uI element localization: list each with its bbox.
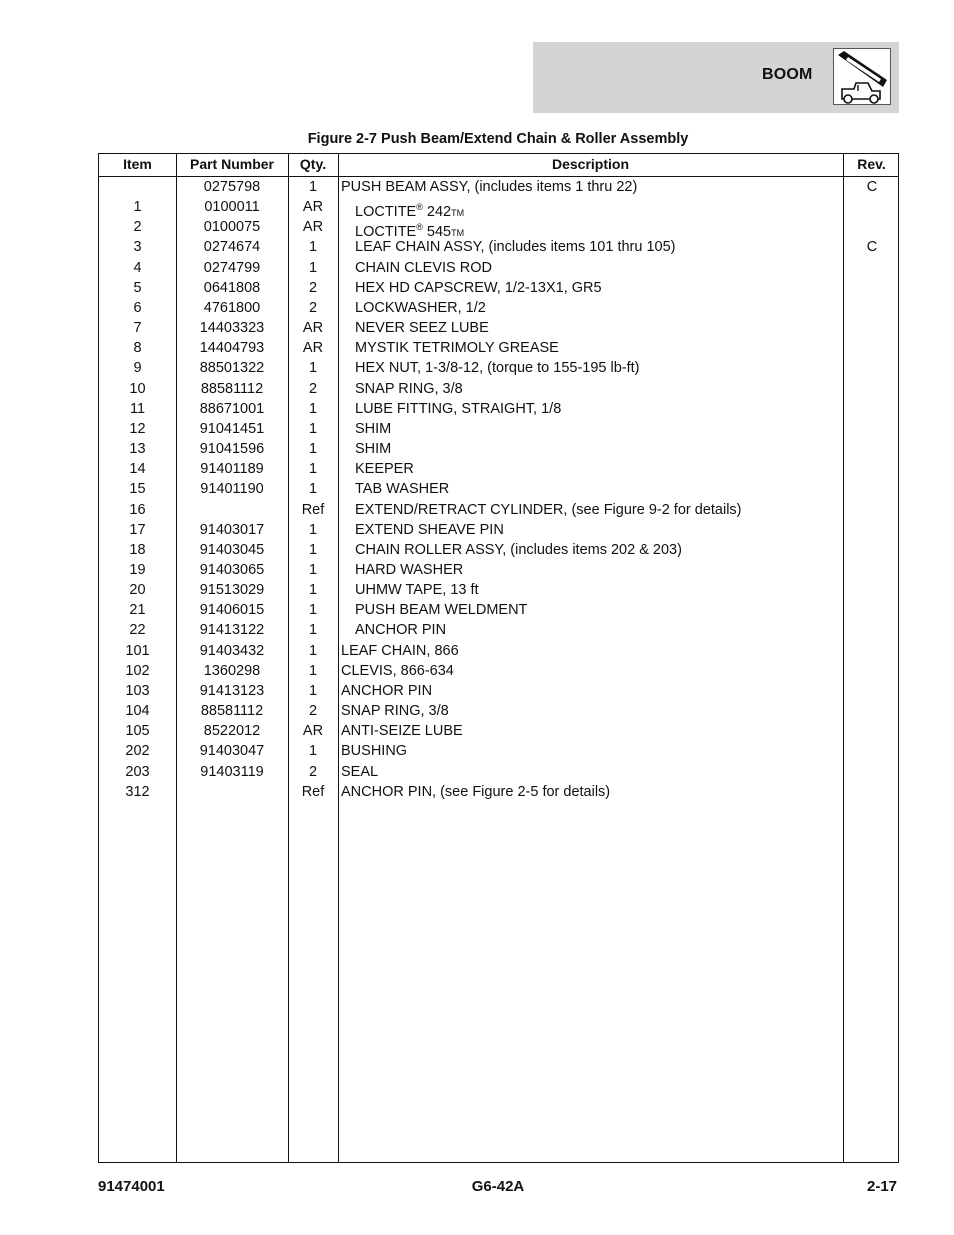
table-row: [99, 298, 898, 318]
part-number-cell: 8522012: [203, 723, 261, 740]
description-cell: [355, 318, 489, 338]
registered-mark: ®: [416, 202, 423, 213]
rev-cell: C: [866, 239, 878, 256]
item-cell: 103: [125, 682, 150, 699]
part-number-cell: 91403047: [199, 743, 265, 760]
description-text: CHAIN ROLLER ASSY, (includes items 202 & 203): [355, 541, 682, 558]
item-cell: 16: [129, 501, 146, 518]
description-cell: [355, 237, 676, 257]
rev-cell: C: [866, 179, 878, 195]
item-cell: 101: [125, 642, 150, 659]
qty-cell: Ref: [301, 501, 325, 518]
qty-cell: 1: [308, 743, 318, 760]
part-number-cell: 14403323: [199, 320, 265, 337]
item-cell: 6: [133, 299, 142, 316]
description-cell: [355, 338, 559, 358]
table-row: [99, 620, 898, 640]
item-cell: 1: [133, 199, 142, 216]
part-number-cell: 4761800: [203, 299, 261, 316]
part-number-cell: 91406015: [199, 602, 265, 619]
part-number-cell: 91413122: [199, 622, 265, 639]
qty-cell: 2: [308, 279, 318, 296]
part-number-cell: 88671001: [199, 400, 265, 417]
item-cell: 14: [129, 461, 146, 478]
table-row: [99, 237, 898, 257]
qty-cell: 1: [308, 541, 318, 558]
description-text: SHIM: [355, 420, 392, 437]
qty-cell: 1: [308, 441, 318, 458]
table-row: [99, 520, 898, 540]
table-row: [99, 721, 898, 741]
description-text: LOCKWASHER, 1/2: [355, 299, 486, 316]
qty-cell: AR: [302, 320, 324, 337]
item-cell: 22: [129, 622, 146, 639]
trademark-mark: TM: [451, 228, 465, 239]
table-row: [99, 600, 898, 620]
table-row: [99, 217, 898, 241]
item-cell: 202: [125, 743, 150, 760]
figure-title: Figure 2-7 Push Beam/Extend Chain & Roller Assembly: [307, 131, 689, 147]
qty-cell: AR: [302, 219, 324, 236]
description-cell: [355, 580, 479, 600]
item-cell: 10: [129, 380, 146, 397]
description-text: UHMW TAPE, 13 ft: [355, 582, 479, 599]
product-number: 545: [422, 224, 452, 241]
table-row: [99, 177, 898, 197]
header-item: Item: [123, 156, 152, 172]
parts-table: [98, 153, 899, 1163]
description-cell: [341, 177, 637, 197]
qty-cell: 1: [308, 481, 318, 498]
qty-cell: 1: [308, 582, 318, 599]
table-row: [99, 318, 898, 338]
description-text: SNAP RING, 3/8: [355, 380, 463, 397]
part-number-cell: 0100011: [204, 199, 260, 216]
description-text: SEAL: [341, 763, 379, 780]
part-number-cell: 91403432: [199, 642, 265, 659]
item-cell: 7: [133, 320, 142, 337]
description-cell: [341, 721, 463, 741]
qty-cell: Ref: [301, 783, 325, 800]
description-text: ANTI-SEIZE LUBE: [341, 723, 463, 740]
footer-doc-number: 91474001: [98, 1178, 165, 1195]
description-text: LUBE FITTING, STRAIGHT, 1/8: [355, 400, 562, 417]
description-cell: [355, 439, 391, 459]
item-cell: 104: [125, 703, 150, 720]
qty-cell: AR: [302, 199, 324, 216]
part-number-cell: 88581112: [200, 380, 264, 397]
part-number-cell: 88581112: [200, 703, 264, 720]
description-text: ANCHOR PIN: [341, 682, 433, 699]
description-cell: [341, 701, 449, 721]
part-number-cell: 0274674: [203, 239, 261, 256]
trademark-mark: TM: [451, 207, 465, 218]
table-body: [99, 177, 898, 802]
description-text: LOCTITE: [355, 224, 417, 241]
table-row: [99, 197, 898, 220]
qty-cell: 2: [308, 380, 318, 397]
part-number-cell: 91403017: [199, 521, 265, 538]
qty-cell: 1: [308, 662, 318, 679]
qty-cell: 1: [308, 179, 318, 195]
description-cell: [355, 399, 561, 419]
description-text: HEX NUT, 1-3/8-12, (torque to 155-195 lb-ft): [355, 360, 640, 377]
table-row: [99, 278, 898, 298]
item-cell: 19: [129, 561, 146, 578]
qty-cell: 1: [308, 400, 318, 417]
part-number-cell: 88501322: [199, 360, 265, 377]
part-number-cell: 91413123: [199, 682, 265, 699]
item-cell: 9: [133, 360, 142, 377]
header-part-number: Part Number: [189, 156, 275, 172]
qty-cell: 1: [308, 420, 318, 437]
part-number-cell: 0274799: [203, 259, 261, 276]
part-number-cell: 0275798: [203, 179, 261, 195]
qty-cell: 2: [308, 763, 318, 780]
footer-model: G6-42A: [471, 1178, 525, 1195]
description-cell: [355, 540, 682, 560]
table-row: [99, 379, 898, 399]
description-cell: [341, 661, 454, 681]
description-text: LOCTITE: [355, 203, 417, 220]
description-text: SHIM: [355, 441, 392, 458]
description-text: CHAIN CLEVIS ROD: [355, 259, 492, 276]
qty-cell: 1: [308, 360, 318, 377]
item-cell: 21: [129, 602, 146, 619]
boom-lift-icon: [833, 48, 891, 105]
description-text: LEAF CHAIN ASSY, (includes items 101 thru 105): [355, 239, 676, 256]
table-row: [99, 500, 898, 520]
qty-cell: 1: [308, 259, 318, 276]
item-cell: 13: [129, 441, 146, 458]
item-cell: 17: [129, 521, 146, 538]
description-text: HEX HD CAPSCREW, 1/2-13X1, GR5: [355, 279, 602, 296]
item-cell: 203: [125, 763, 150, 780]
description-cell: [355, 258, 492, 278]
table-row: [99, 762, 898, 782]
table-row: [99, 399, 898, 419]
description-cell: [355, 479, 449, 499]
footer-page-number: 2-17: [867, 1178, 898, 1195]
description-text: ANCHOR PIN, (see Figure 2-5 for details): [341, 783, 611, 800]
description-cell: [355, 379, 463, 399]
description-cell: [355, 358, 640, 378]
part-number-cell: 91403119: [200, 763, 264, 780]
part-number-cell: 0100075: [203, 219, 261, 236]
table-row: [99, 479, 898, 499]
qty-cell: 1: [308, 642, 318, 659]
qty-cell: AR: [302, 723, 324, 740]
item-cell: 15: [129, 481, 146, 498]
description-cell: [355, 520, 504, 540]
qty-cell: 1: [308, 561, 318, 578]
item-cell: 102: [125, 662, 150, 679]
item-cell: 20: [129, 582, 146, 599]
table-row: [99, 560, 898, 580]
description-cell: [355, 560, 463, 580]
item-cell: 312: [125, 783, 150, 800]
item-cell: 4: [133, 259, 142, 276]
description-text: PUSH BEAM ASSY, (includes items 1 thru 22): [341, 179, 638, 195]
qty-cell: 1: [308, 682, 318, 699]
description-text: KEEPER: [355, 461, 414, 478]
registered-mark: ®: [416, 222, 423, 233]
description-cell: [355, 419, 391, 439]
description-cell: [355, 600, 527, 620]
part-number-cell: 14404793: [199, 340, 265, 357]
part-number-cell: 91401189: [200, 461, 264, 478]
description-cell: [355, 278, 602, 298]
header-rev: Rev.: [857, 156, 886, 172]
qty-cell: AR: [302, 340, 324, 357]
table-row: [99, 358, 898, 378]
product-number: 242: [422, 203, 452, 220]
table-row: [99, 782, 898, 802]
part-number-cell: 91403045: [199, 541, 265, 558]
item-cell: 105: [125, 723, 150, 740]
description-text: SNAP RING, 3/8: [341, 703, 449, 720]
description-cell: [341, 782, 610, 802]
section-title: BOOM: [762, 66, 813, 83]
description-text: MYSTIK TETRIMOLY GREASE: [355, 340, 559, 357]
description-text: TAB WASHER: [355, 481, 450, 498]
item-cell: 18: [129, 541, 146, 558]
table-row: [99, 580, 898, 600]
qty-cell: 1: [308, 602, 318, 619]
description-cell: [341, 641, 459, 661]
part-number-cell: 91041451: [199, 420, 265, 437]
table-row: [99, 459, 898, 479]
description-text: ANCHOR PIN: [355, 622, 447, 639]
table-row: [99, 419, 898, 439]
description-text: CLEVIS, 866-634: [341, 662, 454, 679]
part-number-cell: 91041596: [199, 441, 265, 458]
header-description: Description: [551, 156, 629, 172]
description-cell: [355, 620, 446, 640]
description-cell: [355, 459, 414, 479]
part-number-cell: 91403065: [199, 561, 265, 578]
part-number-cell: 0641808: [203, 279, 261, 296]
table-row: [99, 439, 898, 459]
table-row: [99, 540, 898, 560]
description-text: LEAF CHAIN, 866: [341, 642, 459, 659]
description-text: NEVER SEEZ LUBE: [355, 320, 489, 337]
part-number-cell: 91513029: [199, 582, 265, 599]
part-number-cell: 91401190: [200, 481, 264, 498]
description-text: HARD WASHER: [355, 561, 464, 578]
description-text: EXTEND/RETRACT CYLINDER, (see Figure 9-2 for details): [355, 501, 742, 518]
header-qty: Qty.: [299, 156, 327, 172]
table-row: [99, 661, 898, 681]
item-cell: 12: [129, 420, 146, 437]
qty-cell: 2: [308, 703, 318, 720]
table-row: [99, 741, 898, 761]
description-text: BUSHING: [341, 743, 408, 760]
qty-cell: 1: [308, 239, 318, 256]
item-cell: 2: [133, 219, 142, 236]
description-cell: [341, 741, 407, 761]
qty-cell: 1: [308, 622, 318, 639]
table-row: [99, 258, 898, 278]
qty-cell: 2: [308, 299, 318, 316]
table-row: [99, 681, 898, 701]
description-cell: [355, 298, 486, 318]
description-cell: [341, 681, 432, 701]
part-number-cell: 1360298: [203, 662, 261, 679]
description-cell: [355, 500, 742, 520]
description-text: EXTEND SHEAVE PIN: [355, 521, 504, 538]
table-row: [99, 338, 898, 358]
item-cell: 5: [133, 279, 142, 296]
table-row: [99, 641, 898, 661]
item-cell: 8: [133, 340, 142, 357]
qty-cell: 1: [308, 461, 318, 478]
description-text: PUSH BEAM WELDMENT: [355, 602, 528, 619]
item-cell: 3: [133, 239, 142, 256]
table-row: [99, 701, 898, 721]
qty-cell: 1: [308, 521, 318, 538]
item-cell: 11: [129, 400, 146, 417]
description-cell: [341, 762, 378, 782]
